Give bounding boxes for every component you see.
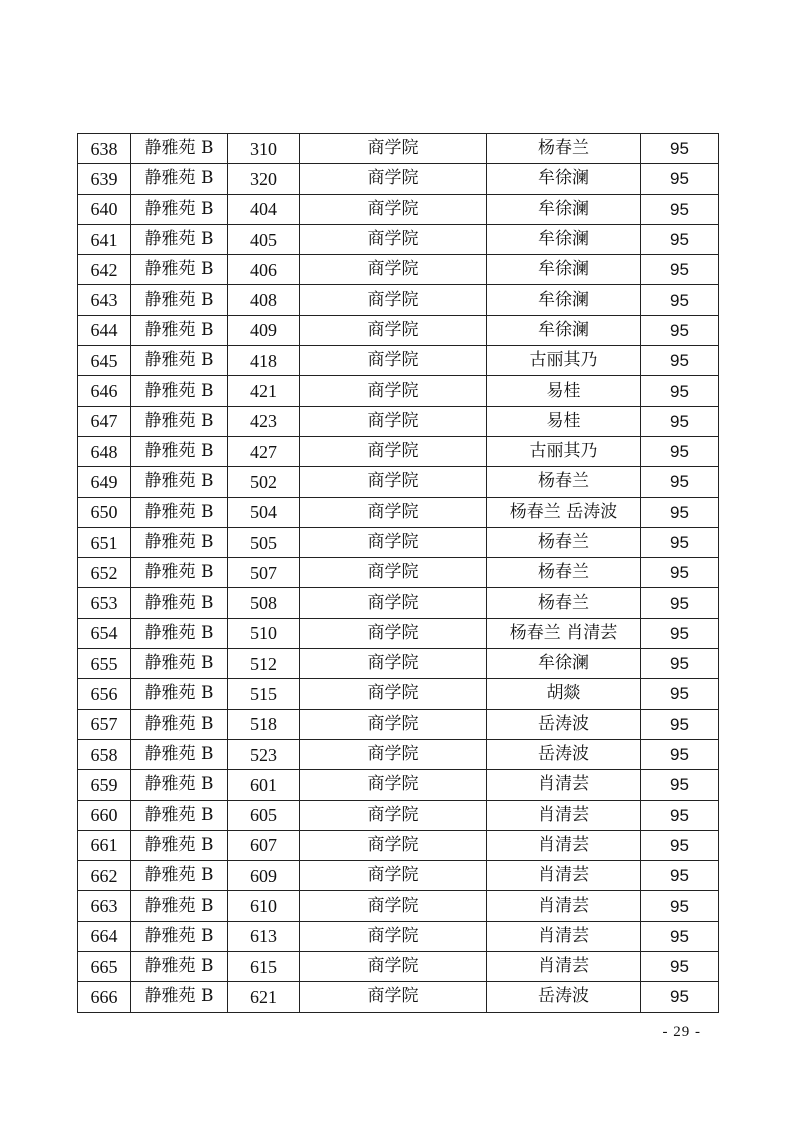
cell-serial-number: 649 bbox=[78, 467, 131, 497]
table-row bbox=[78, 921, 719, 951]
cell-college: 商学院 bbox=[300, 436, 487, 466]
cell-room-number: 404 bbox=[228, 194, 300, 224]
cell-teacher: 肖清芸 bbox=[487, 861, 641, 891]
cell-room-number: 418 bbox=[228, 346, 300, 376]
cell-score: 95 bbox=[641, 285, 719, 315]
cell-teacher: 杨春兰 bbox=[487, 467, 641, 497]
cell-teacher: 肖清芸 bbox=[487, 891, 641, 921]
page-number: - 29 - bbox=[662, 1024, 701, 1040]
cell-building: 静雅苑 B bbox=[131, 709, 228, 739]
cell-score: 95 bbox=[641, 709, 719, 739]
cell-serial-number: 652 bbox=[78, 558, 131, 588]
cell-building: 静雅苑 B bbox=[131, 800, 228, 830]
table-row bbox=[78, 649, 719, 679]
cell-serial-number: 642 bbox=[78, 255, 131, 285]
cell-building: 静雅苑 B bbox=[131, 649, 228, 679]
cell-room-number: 607 bbox=[228, 830, 300, 860]
cell-building: 静雅苑 B bbox=[131, 346, 228, 376]
cell-teacher: 易桂 bbox=[487, 376, 641, 406]
cell-score: 95 bbox=[641, 255, 719, 285]
table-row bbox=[78, 346, 719, 376]
cell-score: 95 bbox=[641, 770, 719, 800]
cell-room-number: 408 bbox=[228, 285, 300, 315]
cell-serial-number: 656 bbox=[78, 679, 131, 709]
cell-college: 商学院 bbox=[300, 285, 487, 315]
cell-serial-number: 644 bbox=[78, 315, 131, 345]
cell-building: 静雅苑 B bbox=[131, 679, 228, 709]
cell-college: 商学院 bbox=[300, 467, 487, 497]
cell-score: 95 bbox=[641, 921, 719, 951]
cell-serial-number: 662 bbox=[78, 861, 131, 891]
table-row bbox=[78, 406, 719, 436]
cell-serial-number: 646 bbox=[78, 376, 131, 406]
cell-teacher: 胡燚 bbox=[487, 679, 641, 709]
cell-room-number: 505 bbox=[228, 527, 300, 557]
cell-college: 商学院 bbox=[300, 376, 487, 406]
cell-teacher: 牟徐澜 bbox=[487, 285, 641, 315]
cell-room-number: 610 bbox=[228, 891, 300, 921]
cell-college: 商学院 bbox=[300, 891, 487, 921]
cell-score: 95 bbox=[641, 800, 719, 830]
cell-serial-number: 648 bbox=[78, 436, 131, 466]
cell-serial-number: 658 bbox=[78, 739, 131, 769]
table-row bbox=[78, 255, 719, 285]
table-row bbox=[78, 830, 719, 860]
table-body bbox=[78, 134, 719, 1013]
cell-college: 商学院 bbox=[300, 952, 487, 982]
cell-teacher: 杨春兰 岳涛波 bbox=[487, 497, 641, 527]
cell-college: 商学院 bbox=[300, 709, 487, 739]
cell-serial-number: 665 bbox=[78, 952, 131, 982]
cell-room-number: 320 bbox=[228, 164, 300, 194]
table-row bbox=[78, 134, 719, 164]
table-row bbox=[78, 770, 719, 800]
table-row bbox=[78, 376, 719, 406]
cell-college: 商学院 bbox=[300, 679, 487, 709]
cell-college: 商学院 bbox=[300, 194, 487, 224]
cell-building: 静雅苑 B bbox=[131, 497, 228, 527]
cell-room-number: 523 bbox=[228, 739, 300, 769]
cell-teacher: 牟徐澜 bbox=[487, 649, 641, 679]
cell-serial-number: 639 bbox=[78, 164, 131, 194]
cell-teacher: 牟徐澜 bbox=[487, 194, 641, 224]
table-row bbox=[78, 588, 719, 618]
cell-score: 95 bbox=[641, 315, 719, 345]
cell-serial-number: 657 bbox=[78, 709, 131, 739]
cell-teacher: 杨春兰 bbox=[487, 588, 641, 618]
cell-building: 静雅苑 B bbox=[131, 255, 228, 285]
cell-room-number: 507 bbox=[228, 558, 300, 588]
cell-college: 商学院 bbox=[300, 315, 487, 345]
cell-room-number: 427 bbox=[228, 436, 300, 466]
cell-teacher: 杨春兰 肖清芸 bbox=[487, 618, 641, 648]
cell-score: 95 bbox=[641, 861, 719, 891]
cell-score: 95 bbox=[641, 497, 719, 527]
cell-college: 商学院 bbox=[300, 406, 487, 436]
cell-college: 商学院 bbox=[300, 346, 487, 376]
cell-college: 商学院 bbox=[300, 497, 487, 527]
table-row bbox=[78, 527, 719, 557]
cell-room-number: 518 bbox=[228, 709, 300, 739]
cell-building: 静雅苑 B bbox=[131, 436, 228, 466]
cell-building: 静雅苑 B bbox=[131, 558, 228, 588]
cell-building: 静雅苑 B bbox=[131, 194, 228, 224]
cell-room-number: 601 bbox=[228, 770, 300, 800]
cell-building: 静雅苑 B bbox=[131, 588, 228, 618]
cell-room-number: 512 bbox=[228, 649, 300, 679]
cell-score: 95 bbox=[641, 649, 719, 679]
cell-score: 95 bbox=[641, 406, 719, 436]
cell-serial-number: 645 bbox=[78, 346, 131, 376]
cell-building: 静雅苑 B bbox=[131, 315, 228, 345]
cell-teacher: 岳涛波 bbox=[487, 982, 641, 1012]
cell-room-number: 615 bbox=[228, 952, 300, 982]
table-row bbox=[78, 709, 719, 739]
cell-score: 95 bbox=[641, 164, 719, 194]
cell-teacher: 岳涛波 bbox=[487, 739, 641, 769]
cell-serial-number: 664 bbox=[78, 921, 131, 951]
cell-score: 95 bbox=[641, 952, 719, 982]
cell-score: 95 bbox=[641, 739, 719, 769]
cell-teacher: 古丽其乃 bbox=[487, 436, 641, 466]
cell-serial-number: 663 bbox=[78, 891, 131, 921]
cell-teacher: 杨春兰 bbox=[487, 558, 641, 588]
cell-college: 商学院 bbox=[300, 618, 487, 648]
cell-teacher: 肖清芸 bbox=[487, 800, 641, 830]
cell-teacher: 肖清芸 bbox=[487, 921, 641, 951]
cell-building: 静雅苑 B bbox=[131, 164, 228, 194]
cell-room-number: 609 bbox=[228, 861, 300, 891]
cell-building: 静雅苑 B bbox=[131, 406, 228, 436]
cell-building: 静雅苑 B bbox=[131, 224, 228, 254]
cell-score: 95 bbox=[641, 376, 719, 406]
cell-serial-number: 660 bbox=[78, 800, 131, 830]
cell-teacher: 易桂 bbox=[487, 406, 641, 436]
cell-score: 95 bbox=[641, 982, 719, 1012]
cell-score: 95 bbox=[641, 618, 719, 648]
cell-serial-number: 666 bbox=[78, 982, 131, 1012]
cell-room-number: 406 bbox=[228, 255, 300, 285]
cell-teacher: 肖清芸 bbox=[487, 830, 641, 860]
cell-serial-number: 641 bbox=[78, 224, 131, 254]
table-row bbox=[78, 982, 719, 1012]
cell-room-number: 621 bbox=[228, 982, 300, 1012]
table-row bbox=[78, 679, 719, 709]
cell-building: 静雅苑 B bbox=[131, 467, 228, 497]
cell-building: 静雅苑 B bbox=[131, 376, 228, 406]
cell-building: 静雅苑 B bbox=[131, 527, 228, 557]
cell-serial-number: 643 bbox=[78, 285, 131, 315]
cell-score: 95 bbox=[641, 558, 719, 588]
cell-serial-number: 650 bbox=[78, 497, 131, 527]
table-row bbox=[78, 800, 719, 830]
cell-score: 95 bbox=[641, 830, 719, 860]
cell-score: 95 bbox=[641, 679, 719, 709]
cell-serial-number: 638 bbox=[78, 134, 131, 164]
table-row bbox=[78, 224, 719, 254]
cell-building: 静雅苑 B bbox=[131, 618, 228, 648]
cell-teacher: 牟徐澜 bbox=[487, 315, 641, 345]
cell-score: 95 bbox=[641, 527, 719, 557]
cell-college: 商学院 bbox=[300, 588, 487, 618]
cell-room-number: 421 bbox=[228, 376, 300, 406]
table-row bbox=[78, 436, 719, 466]
dormitory-table bbox=[77, 133, 719, 1013]
cell-score: 95 bbox=[641, 224, 719, 254]
cell-teacher: 杨春兰 bbox=[487, 134, 641, 164]
cell-building: 静雅苑 B bbox=[131, 861, 228, 891]
cell-room-number: 423 bbox=[228, 406, 300, 436]
cell-serial-number: 651 bbox=[78, 527, 131, 557]
cell-room-number: 409 bbox=[228, 315, 300, 345]
cell-college: 商学院 bbox=[300, 800, 487, 830]
cell-building: 静雅苑 B bbox=[131, 739, 228, 769]
cell-teacher: 牟徐澜 bbox=[487, 224, 641, 254]
cell-college: 商学院 bbox=[300, 861, 487, 891]
cell-college: 商学院 bbox=[300, 921, 487, 951]
cell-room-number: 310 bbox=[228, 134, 300, 164]
cell-college: 商学院 bbox=[300, 982, 487, 1012]
cell-room-number: 605 bbox=[228, 800, 300, 830]
cell-serial-number: 653 bbox=[78, 588, 131, 618]
cell-room-number: 504 bbox=[228, 497, 300, 527]
cell-serial-number: 654 bbox=[78, 618, 131, 648]
cell-room-number: 515 bbox=[228, 679, 300, 709]
table-row bbox=[78, 558, 719, 588]
cell-building: 静雅苑 B bbox=[131, 952, 228, 982]
cell-room-number: 502 bbox=[228, 467, 300, 497]
cell-building: 静雅苑 B bbox=[131, 891, 228, 921]
cell-building: 静雅苑 B bbox=[131, 285, 228, 315]
cell-score: 95 bbox=[641, 588, 719, 618]
cell-serial-number: 647 bbox=[78, 406, 131, 436]
cell-college: 商学院 bbox=[300, 830, 487, 860]
table-row bbox=[78, 739, 719, 769]
cell-college: 商学院 bbox=[300, 527, 487, 557]
cell-building: 静雅苑 B bbox=[131, 830, 228, 860]
table-row bbox=[78, 285, 719, 315]
cell-teacher: 岳涛波 bbox=[487, 709, 641, 739]
cell-room-number: 613 bbox=[228, 921, 300, 951]
cell-score: 95 bbox=[641, 134, 719, 164]
cell-college: 商学院 bbox=[300, 224, 487, 254]
cell-college: 商学院 bbox=[300, 770, 487, 800]
cell-building: 静雅苑 B bbox=[131, 134, 228, 164]
table-row bbox=[78, 467, 719, 497]
cell-score: 95 bbox=[641, 194, 719, 224]
cell-score: 95 bbox=[641, 346, 719, 376]
cell-building: 静雅苑 B bbox=[131, 770, 228, 800]
table-row bbox=[78, 861, 719, 891]
cell-college: 商学院 bbox=[300, 134, 487, 164]
table-row bbox=[78, 315, 719, 345]
cell-score: 95 bbox=[641, 467, 719, 497]
cell-serial-number: 661 bbox=[78, 830, 131, 860]
cell-teacher: 杨春兰 bbox=[487, 527, 641, 557]
cell-college: 商学院 bbox=[300, 739, 487, 769]
table-row bbox=[78, 194, 719, 224]
cell-teacher: 牟徐澜 bbox=[487, 164, 641, 194]
cell-college: 商学院 bbox=[300, 164, 487, 194]
table-row bbox=[78, 952, 719, 982]
cell-room-number: 405 bbox=[228, 224, 300, 254]
cell-serial-number: 655 bbox=[78, 649, 131, 679]
table-row bbox=[78, 497, 719, 527]
cell-room-number: 510 bbox=[228, 618, 300, 648]
cell-building: 静雅苑 B bbox=[131, 921, 228, 951]
cell-serial-number: 640 bbox=[78, 194, 131, 224]
cell-room-number: 508 bbox=[228, 588, 300, 618]
table-row bbox=[78, 618, 719, 648]
cell-teacher: 肖清芸 bbox=[487, 952, 641, 982]
cell-college: 商学院 bbox=[300, 255, 487, 285]
cell-college: 商学院 bbox=[300, 558, 487, 588]
table-row bbox=[78, 891, 719, 921]
cell-college: 商学院 bbox=[300, 649, 487, 679]
cell-score: 95 bbox=[641, 891, 719, 921]
cell-teacher: 肖清芸 bbox=[487, 770, 641, 800]
cell-teacher: 古丽其乃 bbox=[487, 346, 641, 376]
cell-score: 95 bbox=[641, 436, 719, 466]
cell-building: 静雅苑 B bbox=[131, 982, 228, 1012]
cell-serial-number: 659 bbox=[78, 770, 131, 800]
table-row bbox=[78, 164, 719, 194]
cell-teacher: 牟徐澜 bbox=[487, 255, 641, 285]
